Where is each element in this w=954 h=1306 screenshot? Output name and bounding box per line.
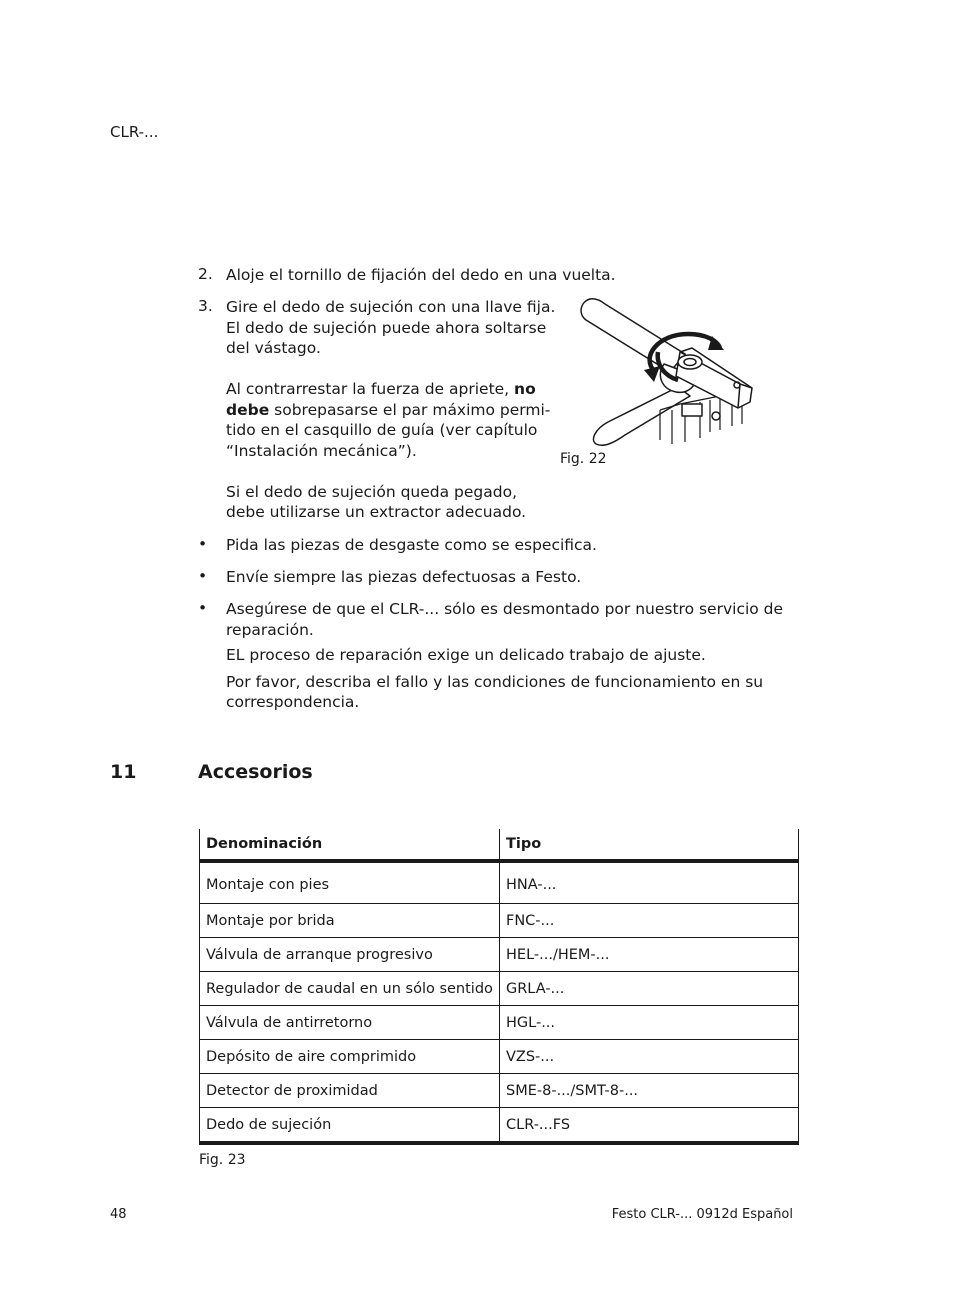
- step-text: [226, 297, 555, 523]
- emphasis: debe: [226, 400, 270, 419]
- table-row: [200, 904, 799, 938]
- table-cell: HNA-...: [500, 861, 799, 904]
- table-row: [200, 1074, 799, 1108]
- column-header: Tipo: [500, 829, 799, 861]
- step-line: del vástago.: [226, 339, 321, 357]
- column-header: Denominación: [200, 829, 500, 861]
- table-row: [200, 938, 799, 972]
- bullet-text: Pida las piezas de desgaste como se especifica.: [226, 536, 597, 554]
- bullet-line: Asegúrese de que el CLR-... sólo es desmontado por nuestro servicio de: [226, 600, 784, 618]
- section-title: Accesorios: [198, 761, 313, 783]
- step-text: Aloje el tornillo de fijación del dedo en una vuelta.: [226, 266, 616, 284]
- table-cell: Depósito de aire comprimido: [200, 1040, 500, 1074]
- table-cell: VZS-...: [500, 1040, 799, 1074]
- step-number: 3.: [198, 297, 213, 315]
- table-cell: FNC-...: [500, 904, 799, 938]
- table-cell: Dedo de sujeción: [200, 1108, 500, 1144]
- bullet-line: reparación.: [226, 620, 314, 639]
- section-number: 11: [110, 761, 137, 783]
- bullet-paragraph: EL proceso de reparación exige un delicado trabajo de ajuste.: [226, 646, 706, 664]
- bullet-symbol: •: [198, 567, 208, 585]
- table-cell: Montaje por brida: [200, 904, 500, 938]
- warning-line: debe sobrepasarse el par máximo permi-: [226, 400, 551, 419]
- table-cell: SME-8-.../SMT-8-...: [500, 1074, 799, 1108]
- table-row: [200, 861, 799, 904]
- bullet-symbol: •: [198, 599, 208, 617]
- table-row: [200, 1040, 799, 1074]
- table-cell: HEL-.../HEM-...: [500, 938, 799, 972]
- table-cell: Montaje con pies: [200, 861, 500, 904]
- warning-line: tido en el casquillo de guía (ver capítulo: [226, 421, 538, 439]
- running-header: CLR-...: [110, 123, 159, 141]
- footer-document-id: Festo CLR-... 0912d Español: [611, 1207, 793, 1222]
- table-cell: Detector de proximidad: [200, 1074, 500, 1108]
- page-number: 48: [110, 1207, 127, 1222]
- table-cell: Válvula de arranque progresivo: [200, 938, 500, 972]
- bullet-text: Envíe siempre las piezas defectuosas a Festo.: [226, 568, 582, 586]
- table-cell: GRLA-...: [500, 972, 799, 1006]
- note-line: Si el dedo de sujeción queda pegado,: [226, 482, 517, 501]
- warning-line: “Instalación mecánica”).: [226, 441, 417, 460]
- table-row: [200, 972, 799, 1006]
- bullet-symbol: •: [198, 535, 208, 553]
- table-row: [200, 1006, 799, 1040]
- bullet-text: [226, 599, 783, 713]
- table-cell: Regulador de caudal en un sólo sentido: [200, 972, 500, 1006]
- note-line: debe utilizarse un extractor adecuado.: [226, 503, 527, 521]
- table-caption: Fig. 23: [199, 1152, 246, 1168]
- accessories-table: [199, 829, 799, 1145]
- table-cell: HGL-...: [500, 1006, 799, 1040]
- wrench-figure: [560, 292, 760, 452]
- bullet-line: Por favor, describa el fallo y las condiciones de funcionamiento en su: [226, 672, 764, 691]
- step-line: El dedo de sujeción puede ahora soltarse: [226, 318, 547, 337]
- table-row: [200, 1108, 799, 1144]
- bullet-line: correspondencia.: [226, 693, 360, 711]
- emphasis: no: [514, 380, 536, 398]
- table-cell: Válvula de antirretorno: [200, 1006, 500, 1040]
- step-line: Gire el dedo de sujeción con una llave fija.: [226, 298, 556, 316]
- figure-caption: Fig. 22: [560, 451, 607, 467]
- warning-line: Al contrarrestar la fuerza de apriete, no: [226, 380, 536, 398]
- step-number: 2.: [198, 265, 213, 283]
- table-cell: CLR-...FS: [500, 1108, 799, 1144]
- table-header-row: [200, 829, 799, 861]
